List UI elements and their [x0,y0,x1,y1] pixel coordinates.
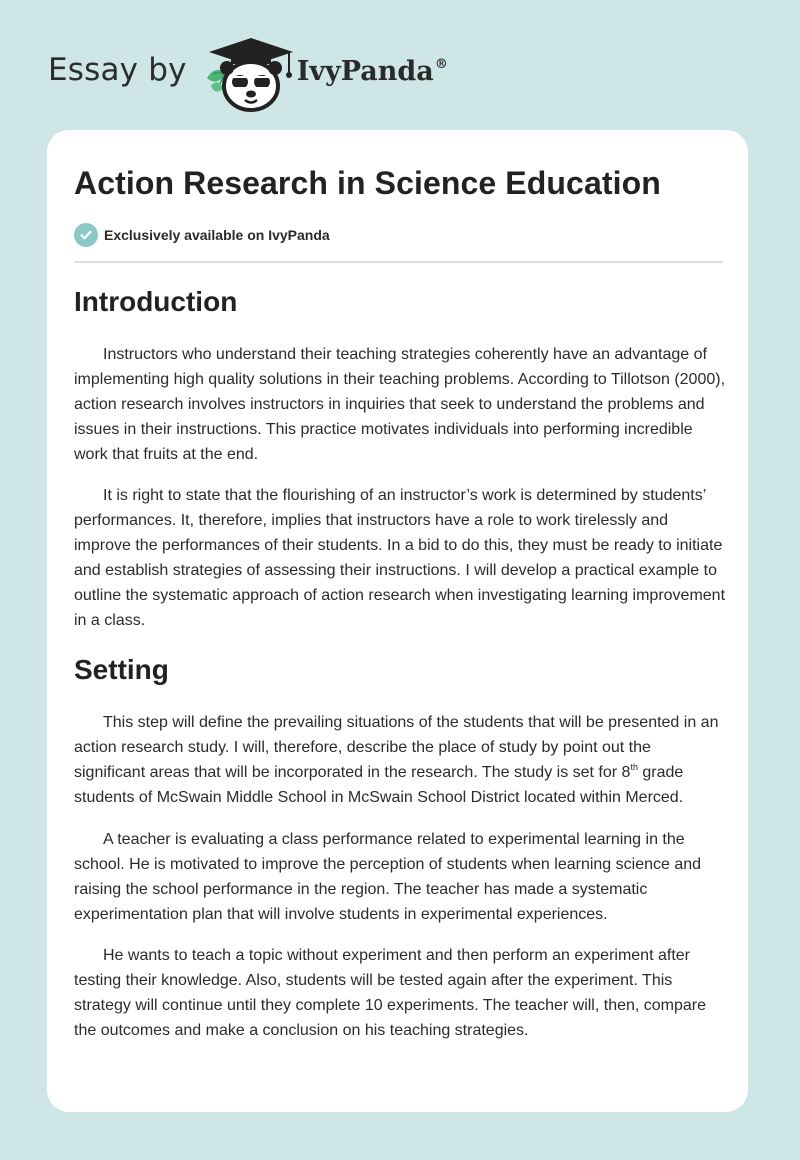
paragraph: This step will define the prevailing situations of the students that will be presented in an action research study. I will, therefore, describe the place of study by point out the significant areas that will be incorporated in the research. The study is set for 8th grade students of McSwain Middle School in McSwain School District located within Merced. [74,714,719,806]
section-heading-introduction: Introduction [74,286,238,317]
paragraph: A teacher is evaluating a class performance related to experimental learning in the school. He is motivated to improve the perception of students when learning science and raising the school performance in the region. The teacher has made a systematic experimentation plan that will involve students in experimental experiences. [74,831,702,923]
section-heading-setting: Setting [74,654,169,685]
site-header [48,34,448,114]
panda-graduate-icon [203,34,299,114]
essay-by-label: Essay by [48,52,187,88]
brand-name[interactable]: IvyPanda® [296,55,448,87]
essay-card [47,130,748,1112]
registered-mark: ® [434,56,448,72]
paragraph: He wants to teach a topic without experiment and then perform an experiment after testing their knowledge. Also, students will be tested again after the experiment. This strategy will continue until they complete 10 experiments. The teacher will, then, compare the outcomes and make a conclusion on his teaching strategies. [74,947,707,1039]
page-title: Action Research in Science Education [74,165,661,201]
exclusive-badge-label: Exclusively available on IvyPanda [104,227,330,243]
divider [74,261,723,263]
exclusive-badge [74,223,330,247]
paragraph: It is right to state that the flourishing of an instructor’s work is determined by students’ performances. It, therefore, implies that instructors have a role to work tirelessly and improve the performances of their students. In a bid to do this, they must be ready to initiate and establish strategies of assessing their instructions. I will develop a practical example to outline the systematic approach of action research when investigating learning improvement in a class. [74,487,726,629]
ordinal-suffix: th [630,762,638,772]
paragraph: Instructors who understand their teaching strategies coherently have an advantage of implementing high quality solutions in their teaching problems. According to Tillotson (2000), action research involves instructors in inquiries that seek to understand the problems and issues in their instructions. This practice motivates individuals into performing incredible work that fruits at the end. [74,346,726,463]
check-circle-icon [74,223,98,247]
